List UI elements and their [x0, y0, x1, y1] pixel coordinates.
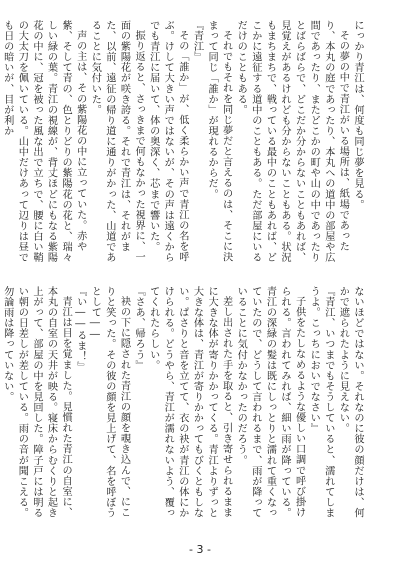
- upper-text-block: [1, 20, 364, 267]
- paragraph: 袂の下に隠された青江の顔を覗き込んで、にこりと笑った。その彼の顔を見上げて、名を呼ぼうとして――: [89, 286, 130, 519]
- dialogue-line: 『さあ、帰ろう』: [133, 286, 145, 371]
- paragraph: 差し出された手を取ると、引き寄せられるままに大きな体が寄りかかってくる。青江よりずっと大きな体は、青江が寄りかかってもびくともしない。ぱさりと音を立てて、衣の袂が青江の体にかけられる。どうやら、青江が濡れないよう、覆ってくれたらしい。: [147, 286, 232, 519]
- paragraph: 声の主は、その紫陽花の中に立っていた。赤や紫、そして青の、色とりどりの紫陽花の花と、瑞々しい緑の葉。青江の視線が、背丈ほどにもなる紫陽花の中に、冠を被った風な出で立ちで、腰に白い鞘の大太刀を佩いている。山中だけあって辺りは昼でも日の暗いが、目が利か: [1, 20, 86, 263]
- paragraph: 振り返ると、さっきまで何もなかった視界に、一面の紫陽花が咲き誇る。それで青江は、それがまた、以前、遠征の帰り道に通りがかった、山道であることに気付いた。: [89, 20, 145, 263]
- dialogue-line: 『青江、いつまでもそうしていると、濡れてしまうよ。こっちにおいでなさい』: [308, 286, 334, 519]
- paragraph: 青江は目を覚ました。見慣れた青江の自室に、本丸の自室の天井が映る。寝床からむくりと起き上がって、部屋の中を見回した。障子戸には明るい朝の日差しが差している。雨の音が聞こえる。勿論雨は降っていない。: [1, 286, 72, 519]
- paragraph: 子供をたしなめるような優しい口調で呼び掛けられる。言われてみれば、細い雨が降っている。青江の深緑の髪は既にしっとりと濡れて重くなっていたので、どうして言われるまで、雨が降っていることに気付かなかったのだろう。: [235, 286, 305, 519]
- paragraph: それでもそれを同じ夢だと言えるのは、そこに決まって同じ「誰か」が現れるからだ。: [206, 20, 232, 263]
- paragraph: にっかり青江は、何度も同じ夢を見る。: [352, 20, 363, 210]
- paragraph: ないほどではない。それなのに彼の顔だけは、何かで遮られたように見えない。: [337, 286, 363, 519]
- paragraph: その「誰か」が、低く柔らかい声で青江の名を呼ぶ。けして大きい声ではないが、その声は遠くからでも青江に届いて、体の奥深く、芯まで響いた。: [147, 20, 188, 263]
- page-number: - 3 -: [189, 543, 211, 556]
- dialogue-line: 『青江』: [191, 20, 203, 63]
- paragraph: その夢の中で青江がいる場所は、紙場であったり、本丸の庭であったり、本丸への道中の部屋や広間であったり、またどこかの町や山の中であったりとばらばらで、どこだか分からないこともあれば、見覚えがあるけれども分からないこともある。状況もまちまちで、戦っている最中のこともあれば、どこかに遠征する道中のこともある。ただ部屋にいるだけのこともある。: [235, 20, 349, 263]
- dialogue-line: 『い――るま！』: [74, 286, 86, 372]
- lower-text-block: [1, 286, 364, 524]
